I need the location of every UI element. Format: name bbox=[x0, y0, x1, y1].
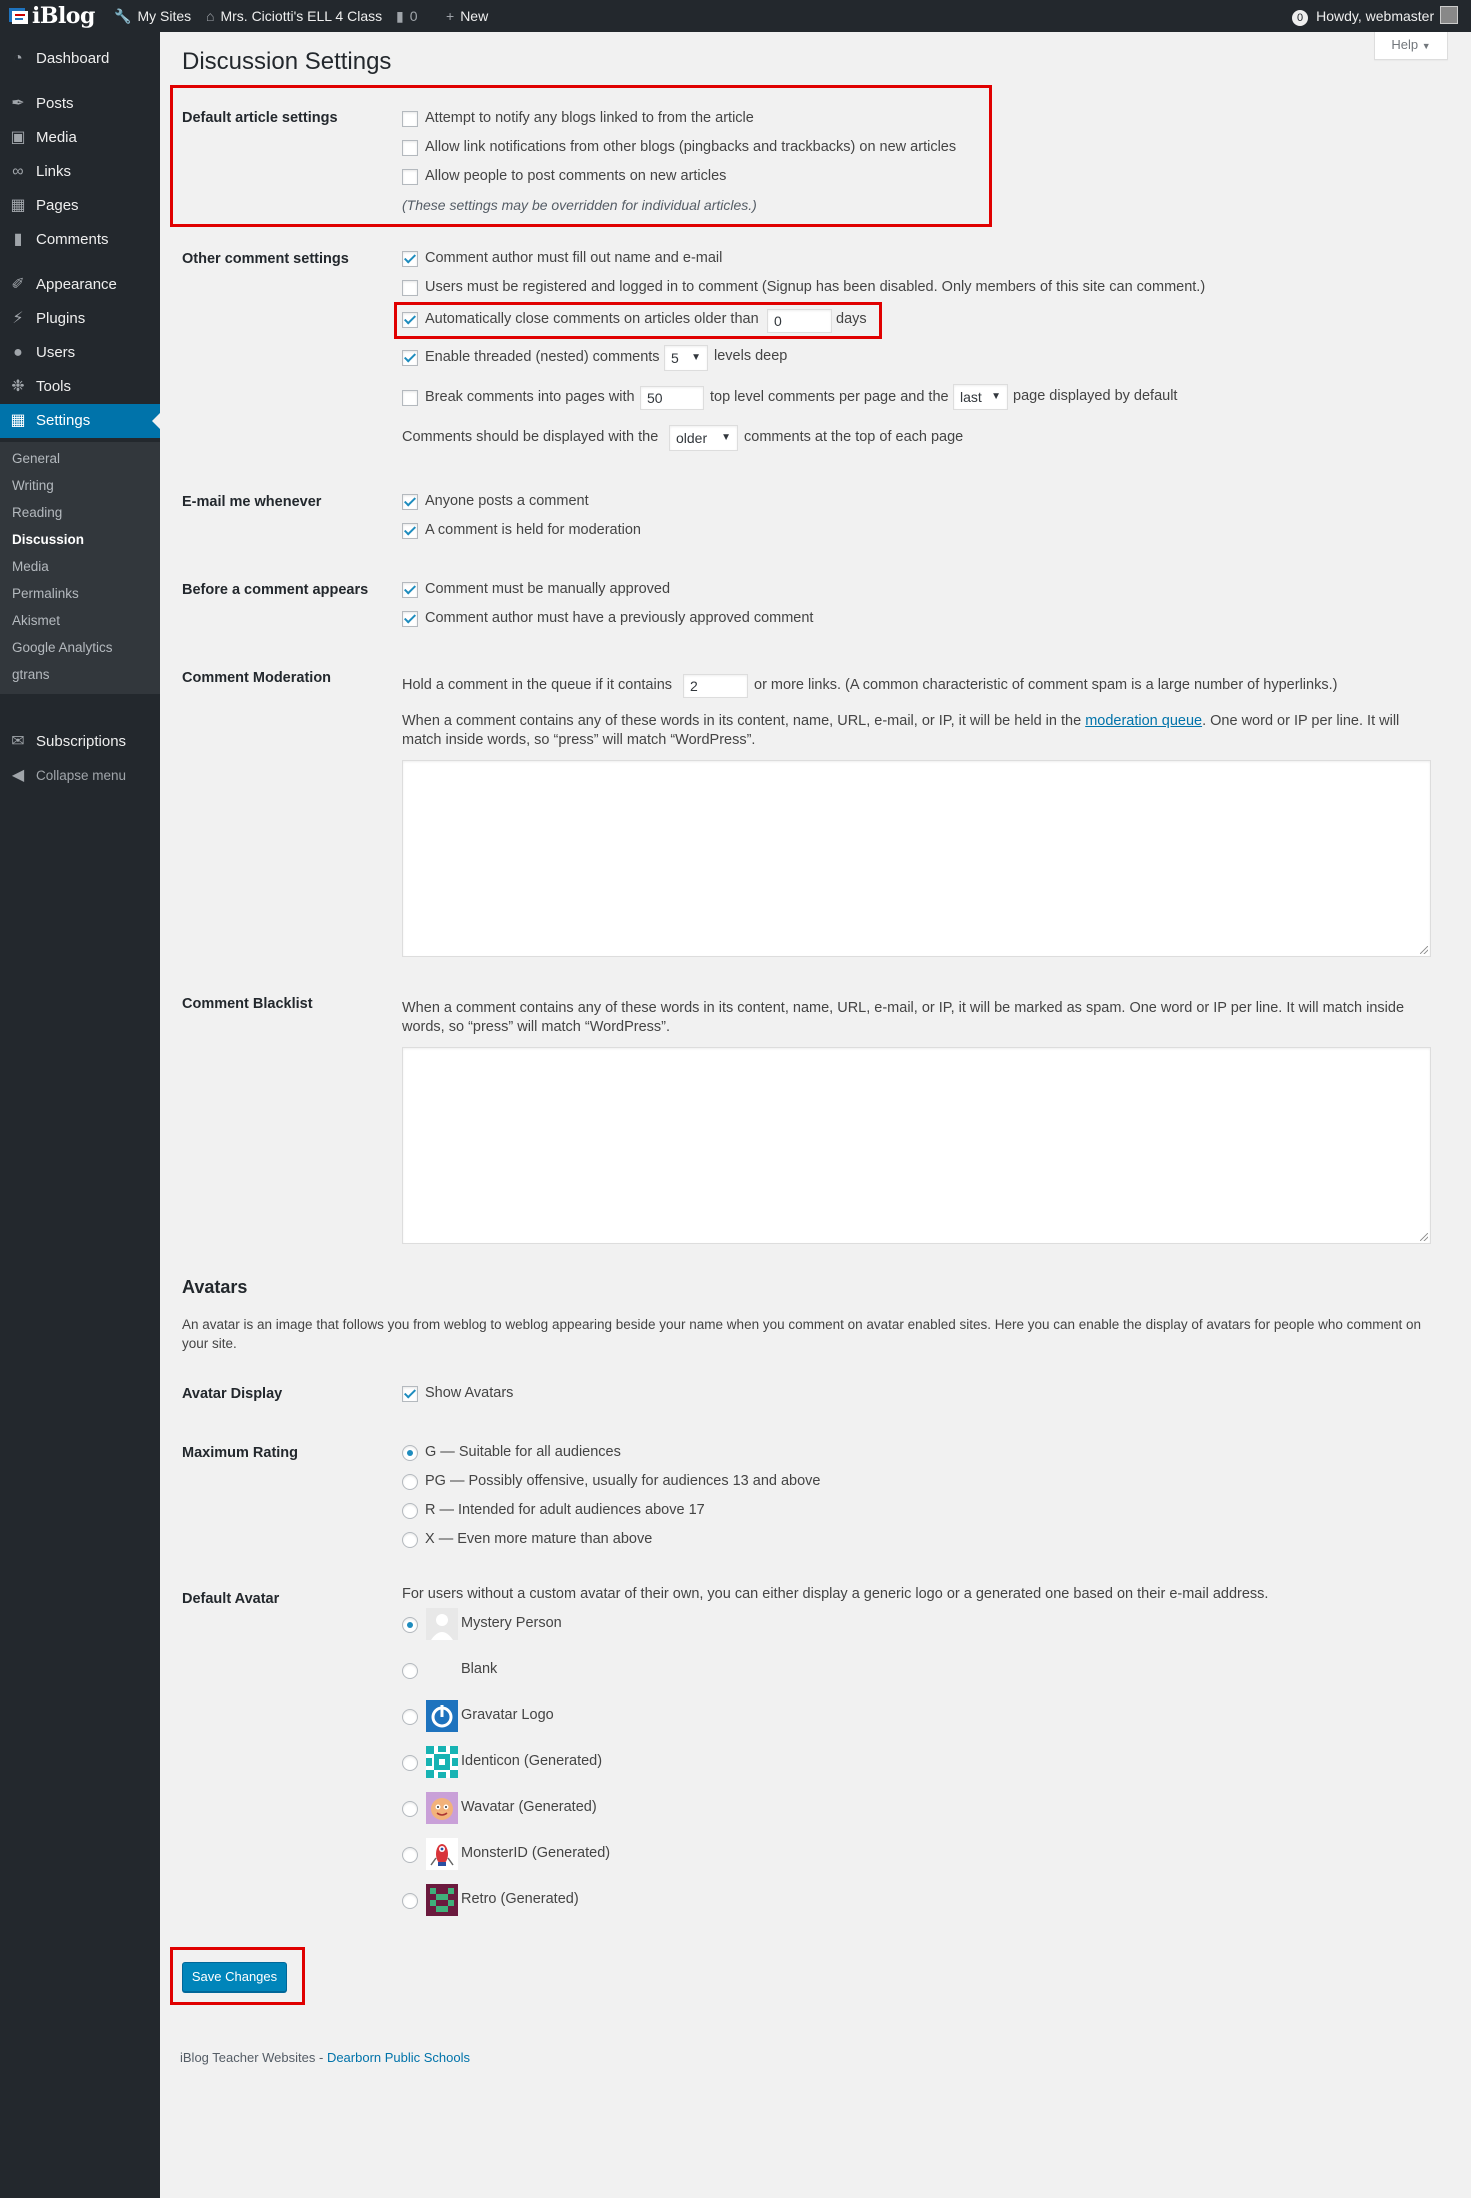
menu-media[interactable] bbox=[0, 121, 160, 155]
footer bbox=[180, 2050, 470, 2065]
avatar-mystery-radio[interactable] bbox=[402, 1617, 418, 1633]
menu-plugins[interactable] bbox=[0, 302, 160, 336]
email-moderation-label: A comment is held for moderation bbox=[425, 522, 641, 538]
submenu-akismet[interactable]: Akismet bbox=[12, 613, 61, 628]
page-displayed-label: page displayed by default bbox=[1013, 388, 1178, 404]
default-article-heading: Default article settings bbox=[182, 110, 338, 126]
chevron-down-icon: ▼ bbox=[691, 352, 701, 363]
brush-icon: ✐ bbox=[11, 276, 25, 293]
allow-comments-checkbox[interactable] bbox=[402, 169, 418, 185]
link-icon: ∞ bbox=[12, 163, 24, 180]
avatar-blank-label: Blank bbox=[461, 1661, 498, 1677]
avatars-description bbox=[182, 1315, 1421, 1353]
avatars-desc-line2: your site. bbox=[182, 1336, 237, 1351]
admin-sidebar bbox=[0, 32, 160, 2198]
blacklist-keys-textarea[interactable] bbox=[402, 1047, 1431, 1244]
footer-text: iBlog Teacher Websites - bbox=[180, 2050, 324, 2065]
moderation-queue-link[interactable]: moderation queue bbox=[1085, 713, 1203, 729]
break-pages-checkbox[interactable] bbox=[402, 390, 418, 406]
pingbacks-checkbox[interactable] bbox=[402, 140, 418, 156]
notify-blogs-checkbox[interactable] bbox=[402, 111, 418, 127]
require-name-email-label: Comment author must fill out name and e-mail bbox=[425, 250, 723, 266]
menu-appearance[interactable] bbox=[0, 268, 160, 302]
comments-menu[interactable] bbox=[396, 0, 418, 32]
menu-label: Appearance bbox=[36, 276, 117, 293]
comment-order-after-label: comments at the top of each page bbox=[744, 429, 964, 445]
avatar-gravatar-radio[interactable] bbox=[402, 1709, 418, 1725]
rating-r-radio[interactable] bbox=[402, 1503, 418, 1519]
howdy-label: Howdy, webmaster bbox=[1316, 8, 1435, 24]
avatars-heading: Avatars bbox=[182, 1277, 248, 1297]
menu-label: Media bbox=[36, 129, 77, 146]
submenu-media[interactable]: Media bbox=[12, 559, 49, 574]
account-menu[interactable] bbox=[1292, 0, 1458, 32]
default-avatar-description: For users without a custom avatar of their own, you can either display a generic logo or a generated one based on their e-mail address. bbox=[402, 1586, 1269, 1602]
plus-icon: + bbox=[446, 8, 455, 24]
menu-tools[interactable] bbox=[0, 370, 160, 404]
iblog-logo-icon bbox=[8, 3, 30, 23]
rating-pg-radio[interactable] bbox=[402, 1474, 418, 1490]
previously-approved-checkbox[interactable] bbox=[402, 611, 418, 627]
hold-links-label: Hold a comment in the queue if it contains bbox=[402, 677, 673, 693]
moderation-description bbox=[402, 712, 1442, 750]
default-page-select[interactable] bbox=[953, 384, 1008, 410]
submenu-google-analytics[interactable]: Google Analytics bbox=[12, 640, 113, 655]
per-page-label: top level comments per page and the bbox=[710, 389, 949, 405]
menu-comments[interactable] bbox=[0, 223, 160, 257]
user-avatar bbox=[1440, 6, 1458, 24]
moderation-desc-text: When a comment contains any of these words in its content, name, URL, e-mail, or IP, it will be held in the bbox=[402, 713, 1082, 729]
site-name-label: Mrs. Ciciotti's ELL 4 Class bbox=[220, 8, 383, 24]
menu-pages[interactable] bbox=[0, 189, 160, 223]
threaded-comments-checkbox[interactable] bbox=[402, 350, 418, 366]
moderation-desc-text-after: . One word or IP per line. It will bbox=[1202, 713, 1400, 729]
avatar-display-heading: Avatar Display bbox=[182, 1386, 283, 1402]
auto-close-checkbox[interactable] bbox=[402, 312, 418, 328]
menu-settings[interactable] bbox=[0, 404, 160, 438]
days-label: days bbox=[836, 311, 867, 327]
dashboard-icon: ◔ bbox=[13, 50, 23, 67]
menu-label: Links bbox=[36, 163, 72, 180]
default-avatar-heading: Default Avatar bbox=[182, 1591, 280, 1607]
menu-dashboard[interactable] bbox=[0, 42, 160, 76]
users-icon: ● bbox=[13, 344, 23, 361]
pin-icon: ✒ bbox=[11, 95, 25, 112]
email-icon: ✉ bbox=[11, 733, 25, 750]
collapse-icon: ◀ bbox=[11, 767, 25, 784]
resize-grip-icon[interactable] bbox=[1420, 946, 1428, 954]
media-icon: ▣ bbox=[10, 129, 26, 146]
settings-submenu bbox=[0, 442, 160, 694]
rating-x-label: X — Even more mature than above bbox=[425, 1531, 653, 1547]
menu-label: Settings bbox=[36, 412, 91, 429]
default-article-note: (These settings may be overridden for individual articles.) bbox=[402, 197, 757, 213]
require-name-email-checkbox[interactable] bbox=[402, 251, 418, 267]
before-appears-heading: Before a comment appears bbox=[182, 582, 369, 598]
comment-order-select[interactable] bbox=[669, 425, 738, 451]
threaded-comments-label: Enable threaded (nested) comments bbox=[425, 349, 660, 365]
email-me-heading: E-mail me whenever bbox=[182, 494, 322, 510]
email-new-comment-checkbox[interactable] bbox=[402, 494, 418, 510]
moderation-desc-line1 bbox=[402, 712, 1442, 731]
require-registration-checkbox[interactable] bbox=[402, 280, 418, 296]
comments-icon: ▮ bbox=[13, 231, 23, 248]
show-avatars-checkbox[interactable] bbox=[402, 1386, 418, 1402]
submenu-discussion[interactable]: Discussion bbox=[12, 532, 85, 547]
menu-users[interactable] bbox=[0, 336, 160, 370]
notify-blogs-label: Attempt to notify any blogs linked to from the article bbox=[425, 110, 754, 126]
blacklist-desc-line2: words, so “press” will match “WordPress”. bbox=[402, 1019, 671, 1035]
require-registration-label: Users must be registered and logged in to comment (Signup has been disabled. Only members of this site can comment.) bbox=[425, 279, 1206, 295]
submenu-permalinks[interactable]: Permalinks bbox=[12, 586, 79, 601]
avatar-retro-radio[interactable] bbox=[402, 1893, 418, 1909]
thread-depth-select[interactable] bbox=[664, 345, 708, 371]
blank-avatar bbox=[426, 1654, 458, 1686]
home-icon: ⌂ bbox=[206, 8, 215, 24]
page-icon: ▦ bbox=[10, 197, 26, 214]
hold-links-after-label: or more links. (A common characteristic of comment spam is a large number of hyperlinks.) bbox=[754, 677, 1338, 693]
menu-links[interactable] bbox=[0, 155, 160, 189]
menu-subscriptions[interactable] bbox=[0, 725, 160, 759]
rating-x-radio[interactable] bbox=[402, 1532, 418, 1548]
new-content-menu[interactable] bbox=[446, 0, 488, 32]
menu-label: Comments bbox=[36, 231, 109, 248]
menu-label: Dashboard bbox=[36, 50, 110, 67]
email-new-comment-label: Anyone posts a comment bbox=[425, 493, 589, 509]
submenu-gtrans[interactable]: gtrans bbox=[12, 667, 50, 682]
collapse-menu-button[interactable] bbox=[0, 759, 160, 793]
avatar-wavatar-label: Wavatar (Generated) bbox=[461, 1799, 597, 1815]
footer-link[interactable]: Dearborn Public Schools bbox=[326, 2050, 471, 2065]
my-sites-label: My Sites bbox=[137, 8, 192, 24]
menu-label: Users bbox=[36, 344, 76, 361]
comment-order-label: Comments should be displayed with the bbox=[402, 429, 659, 445]
avatar-retro-label: Retro (Generated) bbox=[461, 1891, 579, 1907]
submenu-writing[interactable]: Writing bbox=[12, 478, 54, 493]
wrench-icon: 🔧 bbox=[114, 8, 132, 24]
comment-order-value: older bbox=[676, 430, 708, 446]
new-label: New bbox=[460, 8, 489, 24]
avatar-gravatar-label: Gravatar Logo bbox=[461, 1707, 554, 1723]
menu-label: Posts bbox=[36, 95, 74, 112]
comments-count: 0 bbox=[409, 8, 418, 24]
close-days-input[interactable]: 0 bbox=[767, 309, 832, 333]
help-tab-button[interactable] bbox=[1374, 32, 1448, 60]
rating-g-label: G — Suitable for all audiences bbox=[425, 1444, 621, 1460]
blacklist-heading: Comment Blacklist bbox=[182, 996, 313, 1012]
page-title: Discussion Settings bbox=[182, 48, 392, 75]
rating-pg-label: PG — Possibly offensive, usually for audiences 13 and above bbox=[425, 1473, 821, 1489]
chevron-down-icon: ▼ bbox=[1421, 41, 1431, 51]
gravatar-logo-avatar bbox=[426, 1700, 458, 1732]
plug-icon: ⚡ bbox=[12, 310, 24, 327]
chevron-down-icon: ▼ bbox=[991, 391, 1001, 402]
site-logo[interactable] bbox=[8, 0, 95, 32]
comments-per-page-input[interactable]: 50 bbox=[640, 386, 704, 410]
avatar-identicon-radio[interactable] bbox=[402, 1755, 418, 1771]
wrench-icon: ❉ bbox=[11, 378, 25, 395]
retro-avatar bbox=[426, 1884, 458, 1916]
other-comment-heading: Other comment settings bbox=[182, 251, 349, 267]
resize-grip-icon[interactable] bbox=[1420, 1233, 1428, 1241]
help-label: Help bbox=[1391, 37, 1419, 52]
moderation-heading: Comment Moderation bbox=[182, 670, 332, 686]
pingbacks-label: Allow link notifications from other blogs (pingbacks and trackbacks) on new articles bbox=[425, 139, 957, 155]
default-page-value: last bbox=[960, 389, 982, 405]
auto-close-label: Automatically close comments on articles older than bbox=[425, 311, 759, 327]
avatar-monsterid-label: MonsterID (Generated) bbox=[461, 1845, 611, 1861]
chevron-down-icon: ▼ bbox=[721, 432, 731, 443]
email-moderation-checkbox[interactable] bbox=[402, 523, 418, 539]
monsterid-avatar bbox=[426, 1838, 458, 1870]
menu-label: Plugins bbox=[36, 310, 86, 327]
avatar-mystery-label: Mystery Person bbox=[461, 1615, 562, 1631]
site-name-menu[interactable] bbox=[206, 0, 382, 32]
avatars-desc-line1: An avatar is an image that follows you from weblog to weblog appearing beside your name when you comment on avatar enabled sites. Here you can enable the display of avatars for people who comment on bbox=[182, 1317, 1421, 1332]
moderation-desc-line2: match inside words, so “press” will match “WordPress”. bbox=[402, 732, 756, 748]
manual-approval-checkbox[interactable] bbox=[402, 582, 418, 598]
levels-deep-label: levels deep bbox=[714, 348, 788, 364]
admin-bar bbox=[0, 0, 1471, 32]
submenu-general[interactable]: General bbox=[12, 451, 61, 466]
avatar-blank-radio[interactable] bbox=[402, 1663, 418, 1679]
menu-label: Pages bbox=[36, 197, 79, 214]
avatar-wavatar-radio[interactable] bbox=[402, 1801, 418, 1817]
wavatar-avatar bbox=[426, 1792, 458, 1824]
menu-label: Subscriptions bbox=[36, 733, 127, 750]
max-rating-heading: Maximum Rating bbox=[182, 1445, 299, 1461]
save-changes-button[interactable]: Save Changes bbox=[182, 1962, 287, 1992]
rating-g-radio[interactable] bbox=[402, 1445, 418, 1461]
blacklist-desc-line1: When a comment contains any of these words in its content, name, URL, e-mail, or IP, it will be marked as spam. One word or IP per line. It will match inside bbox=[402, 1000, 1405, 1016]
comment-icon: ▮ bbox=[396, 8, 404, 24]
avatar-identicon-label: Identicon (Generated) bbox=[461, 1753, 603, 1769]
thread-depth-value: 5 bbox=[671, 350, 679, 366]
menu-label: Tools bbox=[36, 378, 72, 395]
max-links-input[interactable]: 2 bbox=[683, 674, 748, 698]
menu-posts[interactable] bbox=[0, 87, 160, 121]
mystery-person-avatar bbox=[426, 1608, 458, 1640]
settings-icon: ▦ bbox=[10, 412, 26, 429]
show-avatars-label: Show Avatars bbox=[425, 1385, 514, 1401]
submenu-reading[interactable]: Reading bbox=[12, 505, 63, 520]
rating-r-label: R — Intended for adult audiences above 17 bbox=[425, 1502, 705, 1518]
allow-comments-label: Allow people to post comments on new articles bbox=[425, 168, 727, 184]
menu-label: Collapse menu bbox=[36, 768, 127, 783]
break-pages-label: Break comments into pages with bbox=[425, 389, 635, 405]
avatar-monsterid-radio[interactable] bbox=[402, 1847, 418, 1863]
blacklist-description bbox=[402, 999, 1447, 1037]
identicon-avatar bbox=[426, 1746, 458, 1778]
previously-approved-label: Comment author must have a previously approved comment bbox=[425, 610, 814, 626]
logo-text: iBlog bbox=[32, 3, 95, 29]
notification-badge: 0 bbox=[1292, 10, 1308, 26]
moderation-keys-textarea[interactable] bbox=[402, 760, 1431, 957]
my-sites-menu[interactable] bbox=[114, 0, 191, 32]
manual-approval-label: Comment must be manually approved bbox=[425, 581, 671, 597]
